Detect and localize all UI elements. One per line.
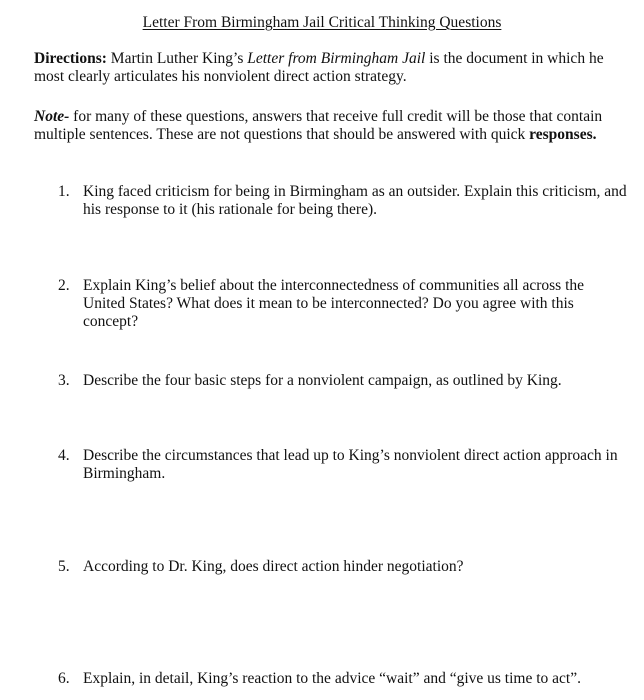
- question-text: King faced criticism for being in Birmingham as an outsider. Explain this criticism, and his response to it (his rationale for being there).: [83, 183, 627, 218]
- question-text: Explain, in detail, King’s reaction to the advice “wait” and “give us time to act”.: [83, 670, 581, 687]
- note-text: for many of these questions, answers that receive full credit will be those that contain multiple sentences. These are not questions that should be answered with quick: [34, 108, 603, 143]
- question-4: [58, 447, 630, 483]
- question-3: [58, 372, 630, 390]
- directions-letter-title: Letter from Birmingham Jail: [247, 50, 426, 67]
- question-6: [58, 670, 630, 688]
- note-paragraph: [34, 108, 630, 144]
- question-text: Describe the circumstances that lead up to King’s nonviolent direct action approach in Birmingham.: [83, 447, 618, 482]
- question-number: 4.: [58, 447, 70, 464]
- question-1: [58, 183, 630, 219]
- note-label: Note-: [34, 108, 70, 125]
- directions-paragraph: [34, 50, 630, 86]
- directions-label: Directions:: [34, 50, 107, 67]
- directions-text-after: is the document in which he most clearly articulates his nonviolent direct action strategy.: [34, 50, 604, 85]
- question-5: [58, 558, 630, 576]
- question-text: According to Dr. King, does direct action hinder negotiation?: [83, 558, 464, 575]
- question-text: Describe the four basic steps for a nonviolent campaign, as outlined by King.: [83, 372, 562, 389]
- question-number: 2.: [58, 277, 70, 294]
- question-text: Explain King’s belief about the interconnectedness of communities all across the United States? What does it mean to be interconnected? Do you agree with this concept?: [83, 277, 585, 330]
- question-number: 5.: [58, 558, 70, 575]
- question-number: 1.: [58, 183, 70, 200]
- question-number: 3.: [58, 372, 70, 389]
- document-title: Letter From Birmingham Jail Critical Thinking Questions: [142, 14, 502, 31]
- directions-text-before: Martin Luther King’s: [106, 50, 248, 67]
- question-number: 6.: [58, 670, 70, 687]
- note-last-word: responses.: [529, 126, 597, 143]
- question-2: [58, 277, 630, 331]
